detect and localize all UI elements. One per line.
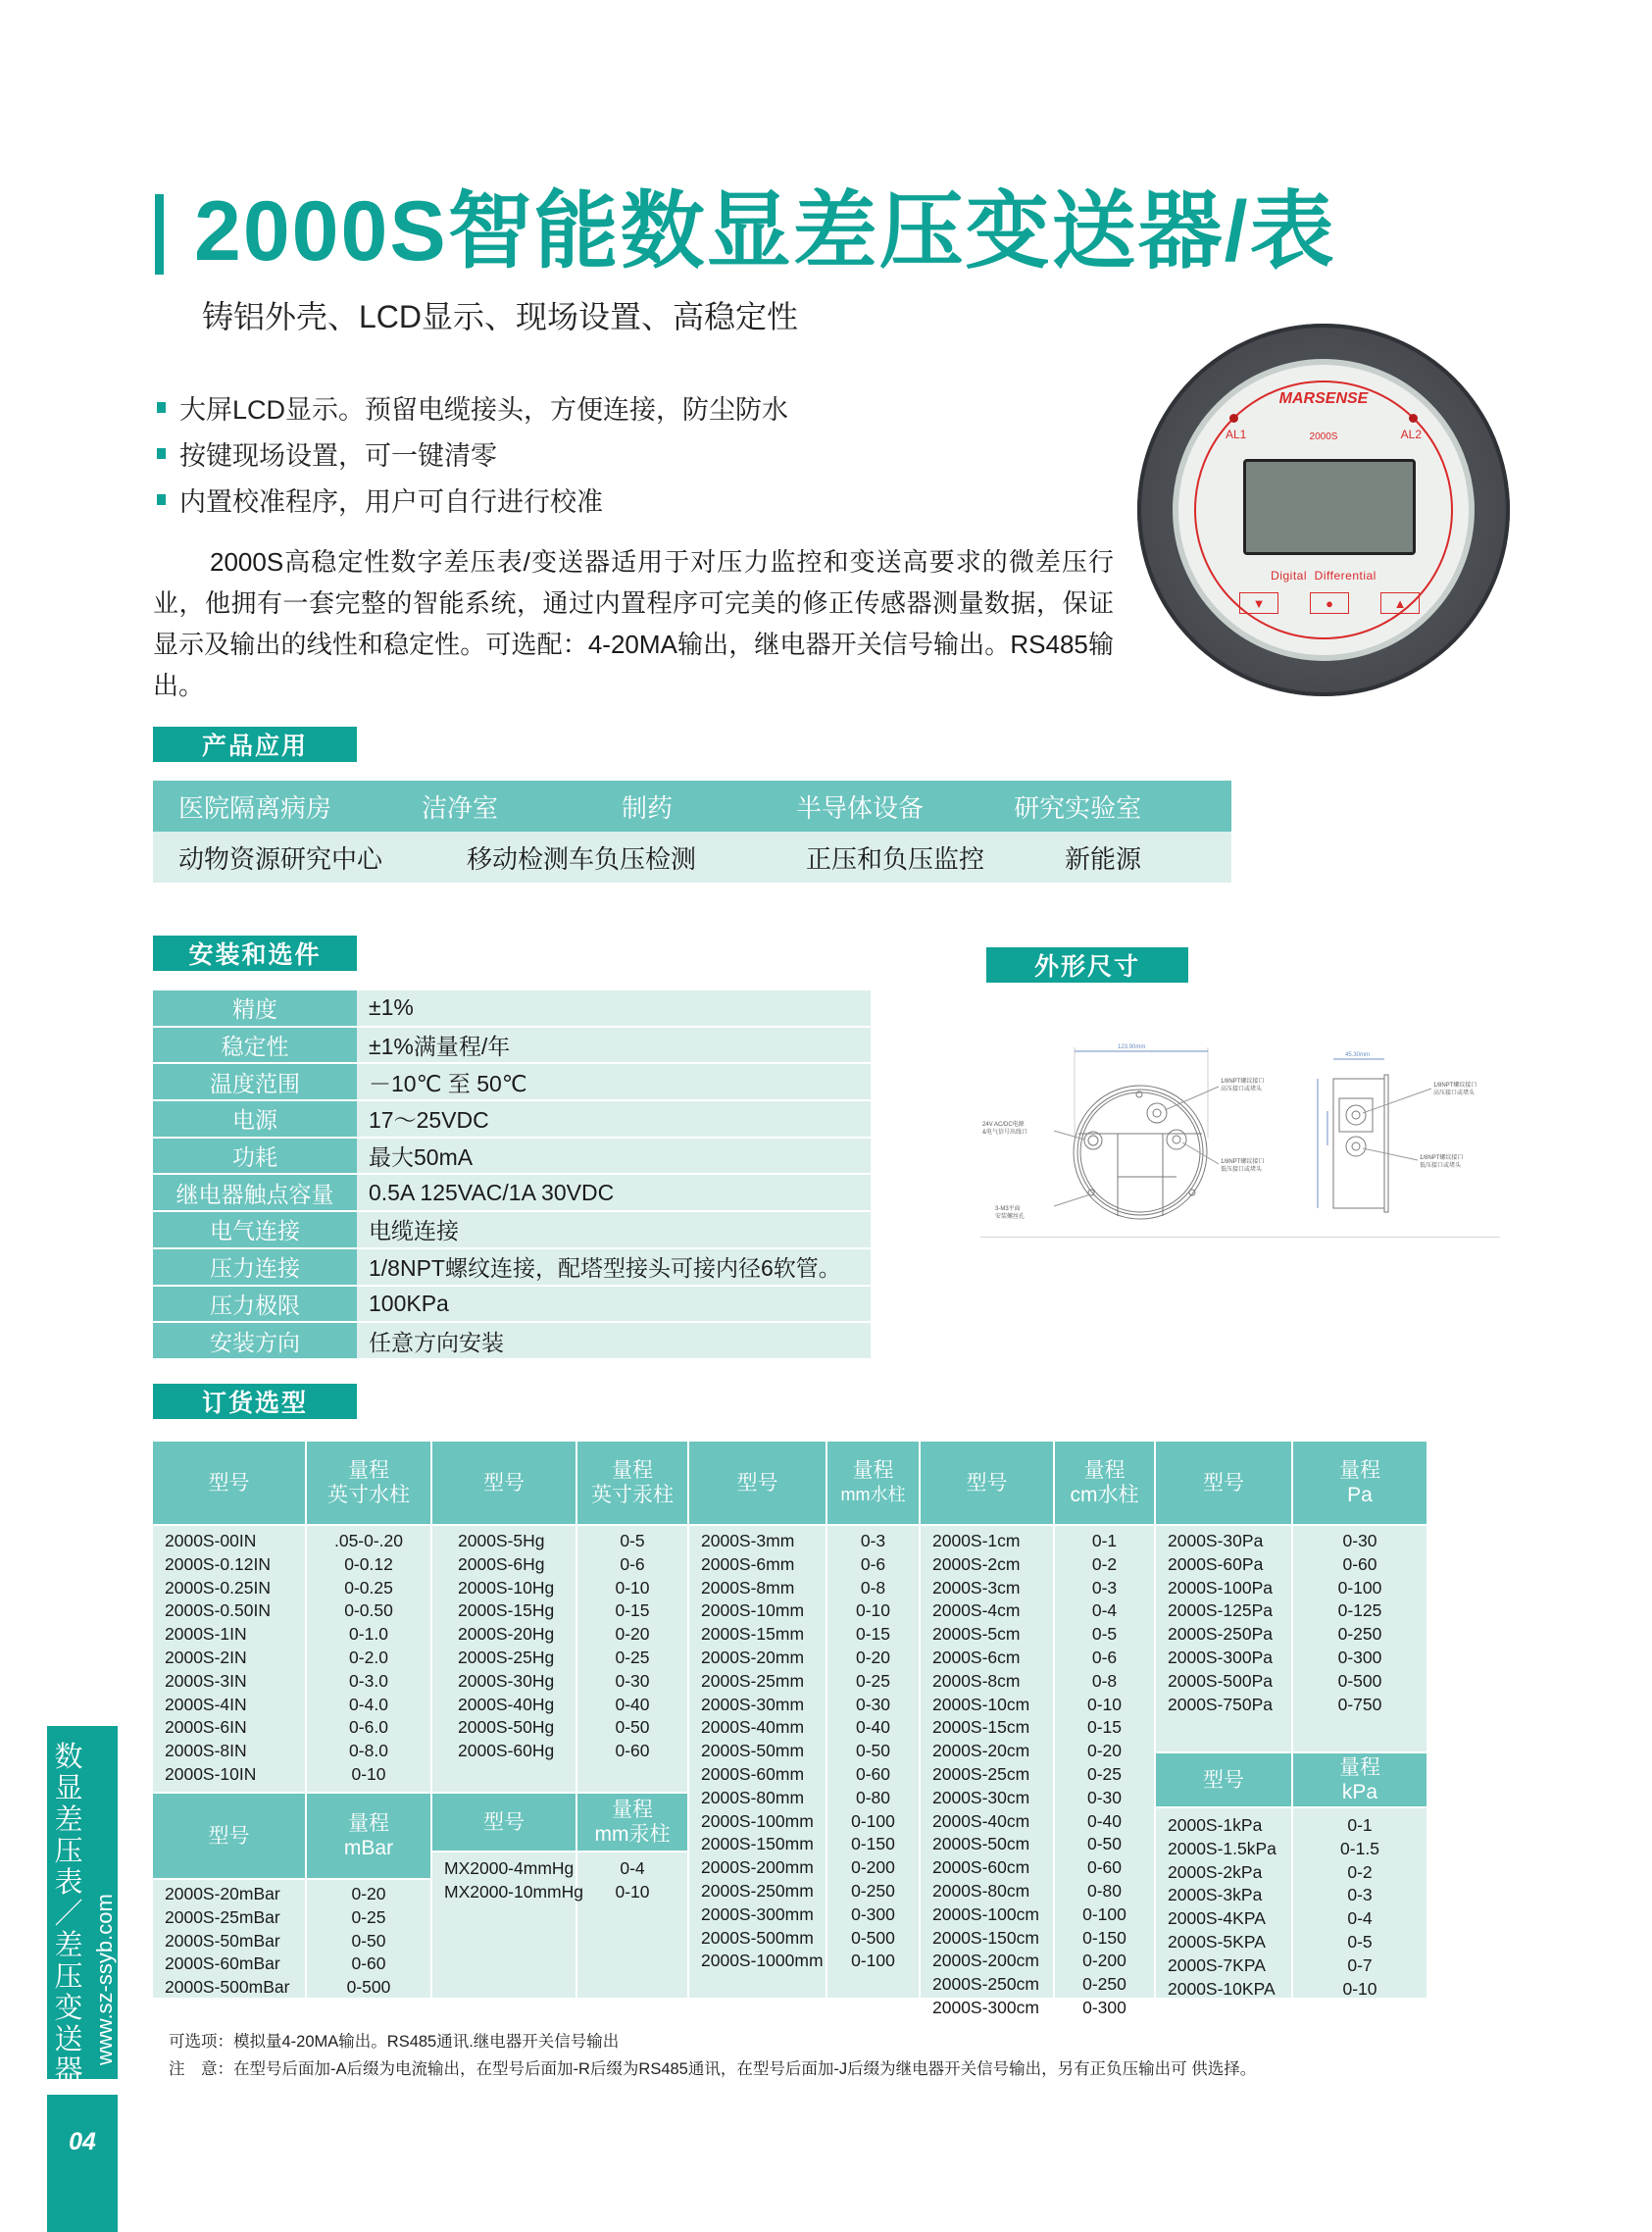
model-list: 2000S-20mBar 2000S-25mBar 2000S-50mBar 2000S-60mBar 2000S-500mBar [165, 1884, 290, 1998]
options-note: 可选项：模拟量4-20MA输出。RS485通讯.继电器开关信号输出 [169, 2033, 620, 2051]
feature-item: 大屏LCD显示。预留电缆接头，方便连接，防尘防水 [157, 384, 788, 431]
column-header: 量程 Pa [1293, 1442, 1427, 1526]
model-list: 2000S-1kPa 2000S-1.5kPa 2000S-2kPa 2000S-3kPa 2000S-4KPA 2000S-5KPA 2000S-7KPA 2000S-10KPA [1168, 1815, 1277, 1999]
range-list: 0-1 0-2 0-3 0-4 0-5 0-6 0-8 0-10 0-15 0-20 0-25 0-30 0-40 0-50 0-60 0-80 0-100 0-150 0-200 0-250 0-300 [1082, 1531, 1126, 2017]
column-header: 量程 kPa [1293, 1751, 1427, 1808]
spec-row: 压力极限 100KPa [153, 1287, 871, 1324]
section-tag-specs: 安装和选件 [153, 936, 357, 971]
svg-text:高压接口或堵头: 高压接口或堵头 [1433, 1091, 1476, 1096]
column-header: 量程 mm水柱 [827, 1442, 919, 1526]
product-description: 2000S高稳定性数字差压表/变送器适用于对压力监控和变送高要求的微差压行业，他拥有一套完整的智能系统，通过内置程序可完美的修正传感器测量数据，保证显示及输出的线性和稳定性。可选配：4-20MA输出，继电器开关信号输出。RS485输出。 [153, 547, 1114, 700]
section-tag-ordering: 订货选型 [153, 1384, 357, 1419]
column-model-mmh2o [689, 1442, 827, 1998]
gauge-buttons [1239, 592, 1420, 614]
bullet-icon [157, 448, 166, 459]
svg-text:1/8NPT螺纹接口: 1/8NPT螺纹接口 [1221, 1079, 1265, 1085]
bullet-icon [157, 494, 166, 505]
website-url: www.sz-ssyb.com [92, 1894, 117, 2065]
column-header: 型号 [1156, 1751, 1291, 1808]
column-header: 型号 [689, 1442, 826, 1526]
gauge-model-label: 2000S [1309, 431, 1338, 442]
column-range-cmh2o [1055, 1442, 1156, 2017]
gauge-brand: MARSENSE [1278, 390, 1369, 407]
spec-row: 温度范围 －10℃ 至 50℃ [153, 1064, 871, 1101]
column-header: 型号 [432, 1792, 576, 1852]
column-model-inhg [432, 1442, 583, 1998]
svg-text:3-M3平面: 3-M3平面 [995, 1206, 1021, 1212]
application-item: 动物资源研究中心 [178, 843, 383, 874]
feature-item: 按键现场设置，可一键清零 [157, 431, 788, 477]
application-item: 半导体设备 [796, 792, 925, 823]
title-accent-bar [155, 194, 164, 275]
svg-text:24V AC/DC电源: 24V AC/DC电源 [982, 1122, 1025, 1128]
svg-text:123.90mm: 123.90mm [1118, 1044, 1146, 1050]
application-item: 洁净室 [422, 792, 499, 823]
column-range-inh2o [307, 1442, 432, 1998]
svg-text:低压接口或堵头: 低压接口或堵头 [1221, 1167, 1263, 1173]
svg-text:1/8NPT螺纹接口: 1/8NPT螺纹接口 [1420, 1155, 1464, 1161]
column-header: 型号 [432, 1442, 576, 1526]
svg-text:高压接口或堵头: 高压接口或堵头 [1221, 1087, 1263, 1092]
column-range-mmh2o [827, 1442, 921, 1998]
model-list: 2000S-5Hg 2000S-6Hg 2000S-10Hg 2000S-15Hg 2000S-20Hg 2000S-25Hg 2000S-30Hg 2000S-40Hg 2000S-50Hg 2000S-60Hg [458, 1531, 555, 1761]
applications-table [153, 781, 1231, 883]
svg-text:安装螺丝孔: 安装螺丝孔 [995, 1214, 1026, 1220]
dot-icon: ● [1310, 592, 1349, 614]
spec-row: 压力连接 1/8NPT螺纹连接，配塔型接头可接内径6软管。 [153, 1249, 871, 1287]
model-list: 2000S-00IN 2000S-0.12IN 2000S-0.25IN 2000S-0.50IN 2000S-1IN 2000S-2IN 2000S-3IN 2000S-4IN 2000S-6IN 2000S-8IN 2000S-10IN [165, 1531, 271, 1784]
column-header: 量程 mBar [307, 1792, 430, 1880]
specs-table [153, 990, 871, 1360]
application-item: 研究实验室 [1014, 792, 1142, 823]
page-number: 04 [47, 2095, 118, 2232]
gauge-type-label: Digital Differential [1271, 569, 1377, 583]
spec-row: 稳定性 ±1%满量程/年 [153, 1028, 871, 1065]
column-model-inh2o [153, 1442, 307, 1998]
column-header: 型号 [153, 1442, 305, 1526]
ordering-notes [169, 2028, 1256, 2083]
column-header: 量程 cm水柱 [1055, 1442, 1154, 1526]
column-range-pa [1293, 1442, 1427, 1998]
gauge-face [1173, 359, 1475, 661]
model-list: 2000S-3mm 2000S-6mm 2000S-8mm 2000S-10mm 2000S-15mm 2000S-20mm 2000S-25mm 2000S-30mm 2000S-40mm 2000S-50mm 2000S-60mm 2000S-80mm 2000S-100mm 2000S-150mm 2000S-200mm 2000S-250mm 2000S-300mm 2000S-500mm 2000S-1000mm [701, 1531, 824, 1971]
spec-row: 精度 ±1% [153, 990, 871, 1028]
spec-row: 功耗 最大50mA [153, 1139, 871, 1176]
alarm-led-2-icon [1409, 414, 1418, 423]
feature-list [157, 384, 788, 523]
gauge-al1-label: AL1 [1226, 428, 1247, 441]
column-model-pa [1156, 1442, 1293, 1998]
up-triangle-icon: ▲ [1380, 592, 1420, 614]
application-item: 新能源 [1065, 843, 1142, 874]
svg-text:&电气信号出线口: &电气信号出线口 [982, 1130, 1028, 1136]
side-category-label: 数显差压表／差压变送器 [54, 1742, 83, 2087]
attention-note: 注 意：在型号后面加-A后缀为电流输出，在型号后面加-R后缀为RS485通讯，在型号后面加-J后缀为继电器开关信号输出，另有正负压输出可 供选择。 [169, 2060, 1257, 2078]
column-header: 量程 mm汞柱 [577, 1792, 687, 1852]
spec-row: 电源 17～25VDC [153, 1101, 871, 1139]
column-header: 型号 [921, 1442, 1053, 1526]
model-list: 2000S-30Pa 2000S-60Pa 2000S-100Pa 2000S-125Pa 2000S-250Pa 2000S-300Pa 2000S-500Pa 2000S-750Pa [1168, 1531, 1274, 1714]
column-header: 量程 英寸水柱 [307, 1442, 430, 1526]
page-title: 2000S智能数显差压变送器/表 [194, 184, 1336, 279]
application-item: 正压和负压监控 [806, 843, 985, 874]
application-item: 制药 [622, 792, 674, 823]
page-subtitle: 铸铝外壳、LCD显示、现场设置、高稳定性 [202, 299, 799, 334]
gauge-al2-label: AL2 [1400, 428, 1422, 441]
application-item: 医院隔离病房 [178, 792, 332, 823]
column-model-cmh2o [921, 1442, 1055, 2017]
dimension-drawing-svg [980, 1020, 1500, 1238]
section-tag-dimensions: 外形尺寸 [986, 947, 1188, 983]
range-list: 0-3 0-6 0-8 0-10 0-15 0-20 0-25 0-30 0-40 0-50 0-60 0-80 0-100 0-150 0-200 0-250 0-300 0-500 0-100 [851, 1531, 895, 1971]
range-list: .05-0-.20 0-0.12 0-0.25 0-0.50 0-1.0 0-2.0 0-3.0 0-4.0 0-6.0 0-8.0 0-10 [333, 1531, 404, 1784]
alarm-led-1-icon [1229, 414, 1238, 423]
column-header: 型号 [1156, 1442, 1291, 1526]
svg-text:低压接口或堵头: 低压接口或堵头 [1420, 1163, 1462, 1169]
range-list: 0-1 0-1.5 0-2 0-3 0-4 0-5 0-7 0-10 [1340, 1815, 1379, 1999]
spec-row: 电气连接 电缆连接 [153, 1212, 871, 1249]
spec-row: 安装方向 任意方向安装 [153, 1323, 871, 1360]
svg-text:45.30mm: 45.30mm [1345, 1052, 1371, 1058]
applications-row [153, 832, 1231, 883]
svg-text:1/8NPT螺纹接口: 1/8NPT螺纹接口 [1433, 1083, 1477, 1089]
model-list: 2000S-1cm 2000S-2cm 2000S-3cm 2000S-4cm 2000S-5cm 2000S-6cm 2000S-8cm 2000S-10cm 2000S-15cm 2000S-20cm 2000S-25cm 2000S-30cm 2000S-40cm 2000S-50cm 2000S-60cm 2000S-80cm 2000S-100cm 2000S-150cm 2000S-200cm 2000S-250cm 2000S-300cm [932, 1531, 1039, 2017]
dimension-drawing [980, 1020, 1500, 1238]
down-triangle-icon: ▼ [1239, 592, 1278, 614]
column-header: 型号 [153, 1792, 305, 1880]
svg-text:1/8NPT螺纹接口: 1/8NPT螺纹接口 [1221, 1159, 1265, 1165]
column-range-inhg [577, 1442, 689, 1998]
gauge-product-image [1137, 324, 1510, 696]
side-category-tab [47, 1726, 118, 2087]
applications-row [153, 781, 1231, 832]
application-item: 移动检测车负压检测 [467, 843, 697, 874]
lcd-screen [1243, 459, 1416, 555]
range-list: 0-20 0-25 0-50 0-60 0-500 [346, 1884, 391, 1998]
feature-item: 内置校准程序，用户可自行进行校准 [157, 477, 788, 523]
ordering-table [153, 1442, 1427, 2017]
column-header: 量程 英寸汞柱 [577, 1442, 687, 1526]
bullet-icon [157, 402, 166, 413]
range-list: 0-5 0-6 0-10 0-15 0-20 0-25 0-30 0-40 0-50 0-60 [615, 1531, 650, 1761]
range-list: 0-4 0-10 [615, 1858, 650, 1902]
section-tag-applications: 产品应用 [153, 727, 357, 762]
spec-row: 继电器触点容量 0.5A 125VAC/1A 30VDC [153, 1175, 871, 1212]
range-list: 0-30 0-60 0-100 0-125 0-250 0-300 0-500 0-750 [1337, 1531, 1382, 1714]
model-list: MX2000-4mmHg MX2000-10mmHg [444, 1858, 583, 1902]
